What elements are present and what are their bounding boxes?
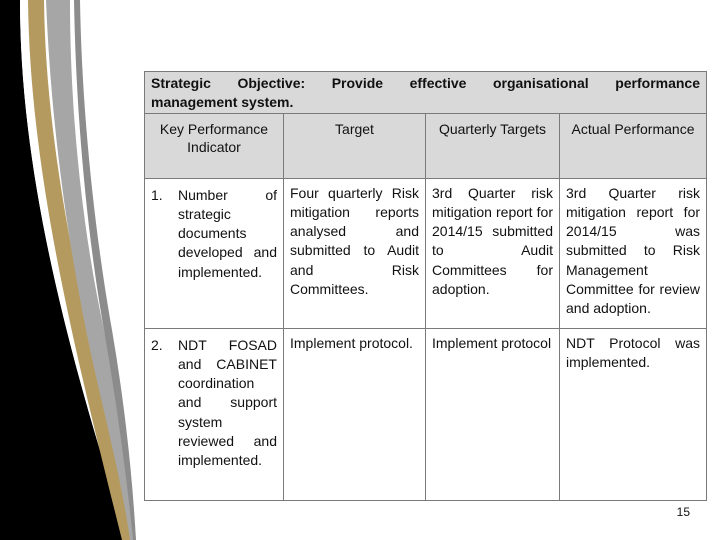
table-row	[145, 328, 707, 500]
page-number: 15	[676, 505, 690, 519]
column-header-target: Target	[284, 113, 426, 178]
kpi-cell	[145, 328, 284, 500]
strategic-objective-title	[145, 72, 707, 114]
performance-table	[144, 71, 707, 501]
quarterly-target-cell: 3rd Quarter risk mitigation report for 2014/15 submitted to Audit Committees for adoption.	[426, 178, 560, 328]
target-cell: Four quarterly Risk mitigation reports analysed and submitted to Audit and Risk Committees.	[284, 178, 426, 328]
title-line-2: management system.	[151, 94, 294, 111]
title-line-1: Strategic Objective: Provide effective organisational performance	[151, 75, 701, 91]
row-number: 1.	[151, 186, 163, 203]
row-number: 2.	[151, 336, 163, 353]
column-header-quarterly: Quarterly Targets	[426, 113, 560, 178]
column-header-actual: Actual Performance	[560, 113, 707, 178]
actual-performance-cell: NDT Protocol was implemented.	[560, 328, 707, 500]
column-header-kpi: Key Performance Indicator	[145, 113, 284, 178]
quarterly-target-cell: Implement protocol	[426, 328, 560, 500]
swoosh-graphic	[0, 0, 140, 540]
kpi-cell	[145, 178, 284, 328]
column-header-row	[145, 113, 707, 178]
decorative-side-band	[0, 0, 140, 540]
table-row	[145, 178, 707, 328]
actual-performance-cell: 3rd Quarter risk mitigation report for 2014/15 was submitted to Risk Management Committee for review and adoption.	[560, 178, 707, 328]
kpi-text: Number of strategic documents developed and implemented.	[178, 186, 277, 280]
kpi-text: NDT FOSAD and CABINET coordination and support system reviewed and implemented.	[178, 336, 277, 469]
target-cell: Implement protocol.	[284, 328, 426, 500]
